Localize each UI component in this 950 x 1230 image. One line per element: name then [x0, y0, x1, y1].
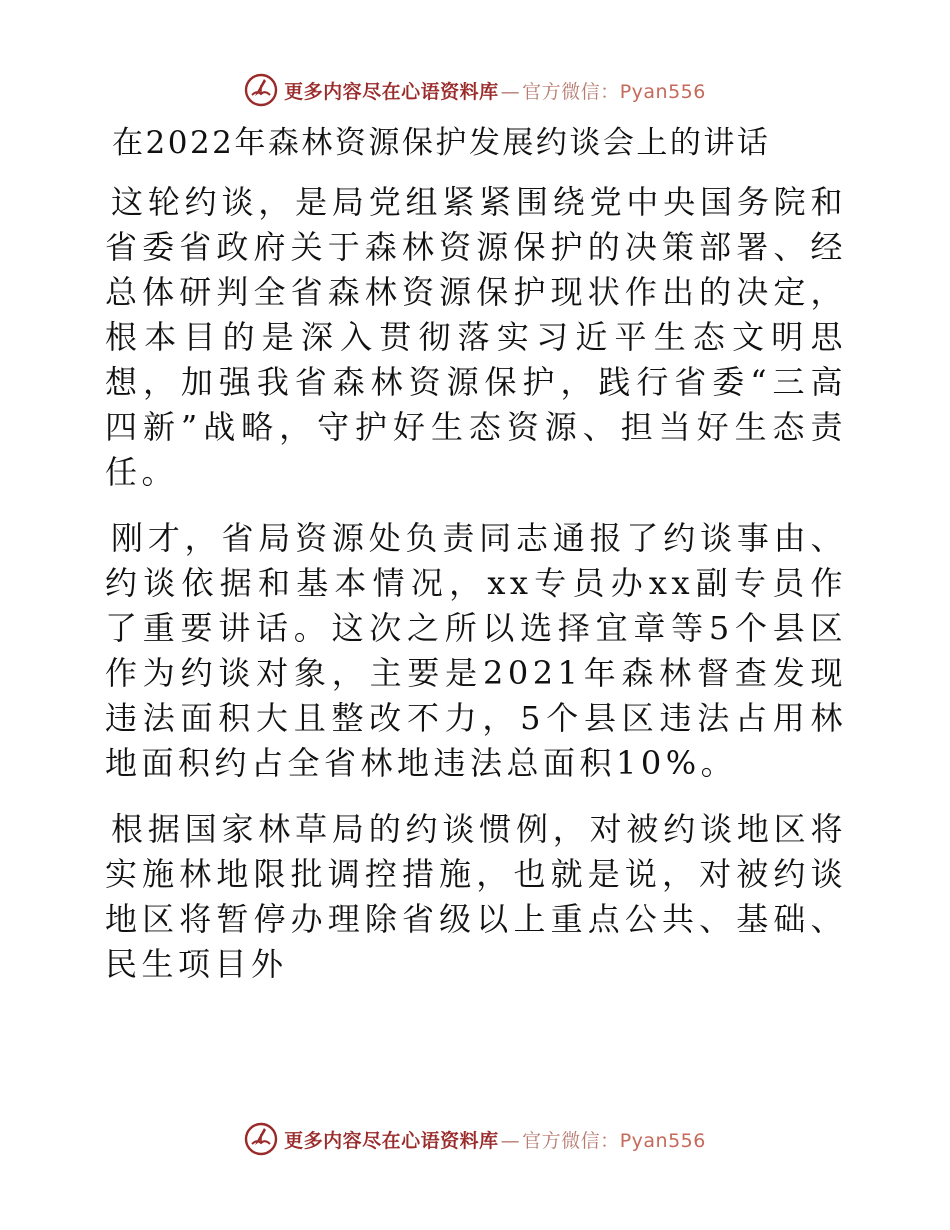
document-title: 在2022年森林资源保护发展约谈会上的讲话	[112, 125, 771, 161]
watermark-wechat-id: Pyan556	[619, 80, 706, 103]
watermark-official-label: 官方微信：	[522, 80, 620, 103]
watermark-official-label: 官方微信：	[522, 1129, 620, 1152]
book-pen-logo-icon	[244, 73, 278, 107]
paragraph-3: 根据国家林草局的约谈惯例，对被约谈地区将实施林地限批调控措施，也就是说，对被约谈地区将暂停办理除省级以上重点公共、基础、民生项目外	[105, 810, 847, 983]
watermark-main-text: 更多内容尽在心语资料库	[284, 1129, 499, 1152]
watermark-wechat-id: Pyan556	[619, 1129, 706, 1152]
book-pen-logo-icon	[244, 1122, 278, 1156]
header-watermark	[0, 70, 950, 110]
footer-watermark	[0, 1119, 950, 1159]
watermark-separator: —	[500, 1129, 521, 1152]
document-body	[105, 120, 847, 1008]
watermark-text	[284, 1126, 706, 1153]
watermark-main-text: 更多内容尽在心语资料库	[284, 80, 499, 103]
watermark-separator: —	[500, 80, 521, 103]
paragraph-1: 这轮约谈，是局党组紧紧围绕党中央国务院和省委省政府关于森林资源保护的决策部署、经总体研判全省森林资源保护现状作出的决定，根本目的是深入贯彻落实习近平生态文明思想，加强我省森林资源保护，践行省委“三高四新”战略，守护好生态资源、担当好生态责任。	[105, 183, 847, 491]
paragraph-2: 刚才，省局资源处负责同志通报了约谈事由、约谈依据和基本情况，xx专员办xx副专员作了重要讲话。这次之所以选择宜章等5个县区作为约谈对象，主要是2021年森林督查发现违法面积大且整改不力，5个县区违法占用林地面积约占全省林地违法总面积10%。	[105, 519, 847, 782]
watermark-text	[284, 77, 706, 104]
